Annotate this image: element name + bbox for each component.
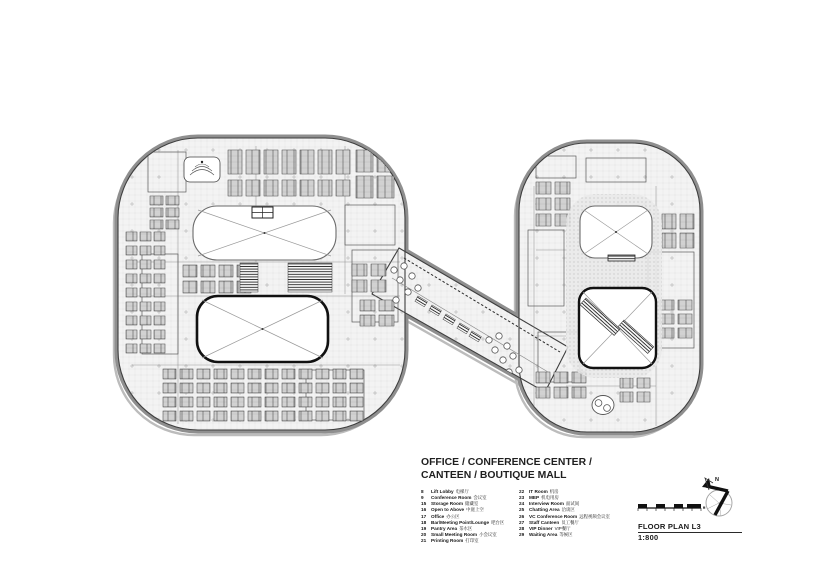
legend-label_zh: 机电用房 <box>541 495 559 501</box>
legend-label_en: VIP Dinner <box>529 525 553 531</box>
legend-label_en: Office <box>431 513 445 519</box>
legend-label_zh: VIP餐厅 <box>554 525 571 531</box>
project-title-line2: CANTEEN / BOUTIQUE MALL <box>421 469 567 481</box>
legend-label_zh: 会议室 <box>473 495 487 501</box>
legend-label_zh: 员工餐厅 <box>561 519 579 525</box>
legend-num: 23 <box>519 495 525 501</box>
legend-label_en: Pantry Area <box>431 525 458 531</box>
kiosk-bar <box>608 255 635 261</box>
legend-label_en: Waiting Area <box>529 531 558 537</box>
legend-label_zh: 电梯厅 <box>455 489 469 494</box>
legend-label_zh: 等候区 <box>559 531 573 537</box>
legend-num: 29 <box>519 531 525 537</box>
atrium-east-lower <box>579 288 656 368</box>
legend-label_zh: 机房 <box>549 489 559 494</box>
legend-num: 28 <box>519 525 525 531</box>
legend-label_zh: 远程视频会议室 <box>579 513 610 519</box>
legend-label_en: IT Room <box>529 489 548 494</box>
legend-label_zh: 储藏室 <box>465 501 479 507</box>
project-title-line1: OFFICE / CONFERENCE CENTER / <box>421 457 592 468</box>
legend-num: 16 <box>421 507 427 513</box>
title-block <box>421 457 631 482</box>
legend-num: 21 <box>421 538 427 544</box>
legend-num: 24 <box>519 501 525 507</box>
legend-column-right <box>519 489 629 538</box>
spiral-stair-icon <box>592 396 614 415</box>
legend-column-left <box>421 489 517 544</box>
legend-label_zh: 小会议室 <box>479 531 497 537</box>
legend-num: 9 <box>421 495 424 501</box>
drawing-title: FLOOR PLAN L3 <box>638 522 742 533</box>
lecture-room <box>184 157 220 182</box>
legend-num: 8 <box>421 489 424 494</box>
atrium-west-upper <box>193 206 336 260</box>
legend-num: 25 <box>519 507 525 513</box>
legend-label_en: Chatting Area <box>529 507 560 513</box>
legend-num: 27 <box>519 519 525 525</box>
legend-num: 19 <box>421 525 427 531</box>
legend-label_zh: 面试间 <box>565 501 580 507</box>
drawing-scale: 1:800 <box>638 533 659 542</box>
plan-interior <box>100 120 720 450</box>
legend-num: 17 <box>421 513 427 519</box>
legend-label_en: MEP <box>529 495 540 501</box>
legend-num: 22 <box>519 489 525 494</box>
legend-num: 26 <box>519 513 525 519</box>
legend-label_en: Open to Above <box>431 507 465 513</box>
legend-label_zh: 茶水区 <box>459 525 473 531</box>
legend-num: 20 <box>421 531 427 537</box>
legend-label_en: Storage Room <box>431 501 464 507</box>
legend-label_zh: 中庭上空 <box>466 507 484 513</box>
legend-label_zh: 洽谈区 <box>561 507 575 513</box>
atrium-west-lower <box>197 296 328 362</box>
legend-label_zh: 打印室 <box>465 538 479 544</box>
legend-label_en: Interview Room <box>529 501 564 507</box>
legend-label_en: Printing Room <box>431 538 464 544</box>
legend-label_zh: 办公区 <box>446 513 460 519</box>
legend-label_en: Bar/Meeting Point/Lounge <box>431 519 490 525</box>
legend-item <box>519 532 629 538</box>
north-label: N <box>715 477 719 483</box>
lift-core-icon <box>252 207 273 218</box>
legend-label_zh: 吧台区 <box>491 519 505 525</box>
legend-label_en: VC Conference Room <box>529 513 578 519</box>
legend-label_en: Conference Room <box>431 495 472 501</box>
north-arrow-icon <box>694 474 742 524</box>
legend-item <box>421 538 517 544</box>
legend-label_en: Lift Lobby <box>431 489 454 494</box>
legend-num: 15 <box>421 501 427 507</box>
legend-label_en: Small Meeting Room <box>431 531 478 537</box>
legend-num: 18 <box>421 519 427 525</box>
legend-label_en: Staff Canteen <box>529 519 560 525</box>
atrium-east-upper <box>580 206 652 261</box>
